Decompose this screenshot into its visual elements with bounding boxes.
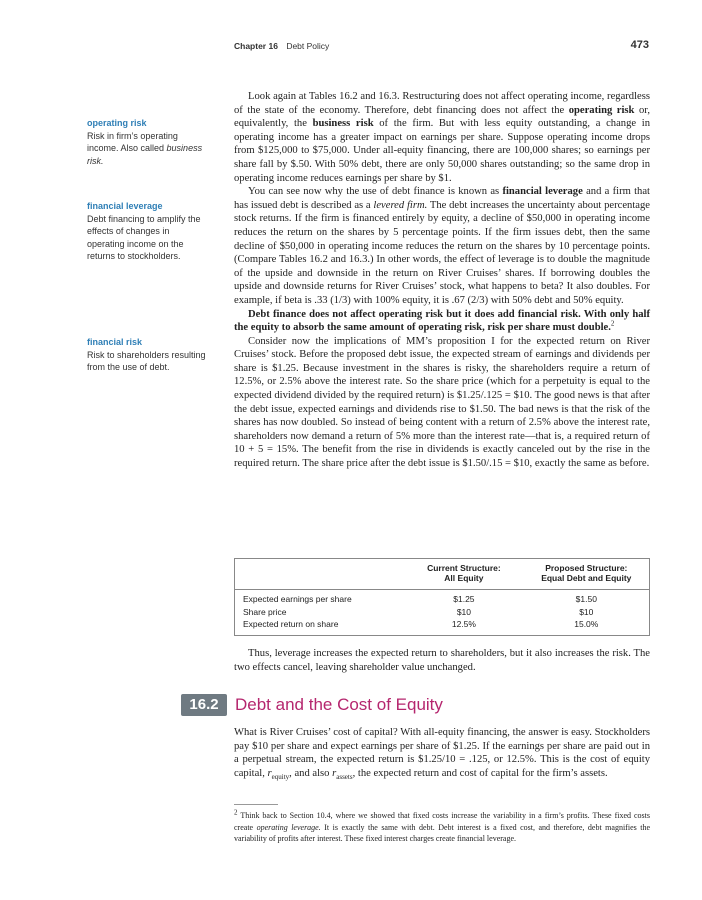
table-header-row — [235, 563, 649, 589]
header-line: All Equity — [444, 573, 484, 583]
running-header — [234, 41, 649, 55]
math-symbol: r — [267, 767, 272, 779]
chapter-label: Chapter 16 — [234, 41, 278, 51]
chapter-title: Debt Policy — [286, 41, 330, 51]
section-title: Debt and the Cost of Equity — [235, 695, 443, 714]
text-run: or, equivalently, the — [234, 104, 651, 130]
header-line: Proposed Structure: — [545, 563, 628, 573]
math-symbol: r — [332, 767, 337, 779]
key-term: business risk — [312, 118, 374, 130]
comparison-table — [234, 558, 650, 636]
body-text — [234, 90, 650, 471]
header-line: Equal Debt and Equity — [541, 573, 632, 583]
text-run: You can see now why the use of debt finance is known as — [248, 186, 503, 198]
emphasis-text: Debt finance does not affect operating risk but it does add financial risk. With only half the equity to absorb the same amount of operating risk, risk per share must double. — [234, 308, 650, 334]
margin-note-financial-leverage — [87, 200, 209, 263]
margin-definition: Debt financing to amplify the effects of changes in operating income on the returns to stockholders. — [87, 213, 201, 261]
text-run: and a firm that has issued debt is described as a — [234, 186, 650, 211]
body-text-after-table — [234, 647, 650, 674]
text-run: What is River Cruises’ cost of capital? With all-equity financing, the answer is easy. Stockholders pay $10 per share and expect earnings per share of $1.25. If the earnings per share are paid out in a perpetual stream, the expected return is $1.25/10 = .125, or 12.5%. This is the cost of equity capital, — [234, 727, 650, 779]
margin-term: operating risk — [87, 118, 147, 128]
section-body-text — [234, 726, 650, 780]
row-label: Expected earnings per share — [243, 594, 352, 605]
text-run: , and also — [289, 767, 333, 779]
header-current — [404, 563, 523, 589]
page-number: 473 — [630, 39, 649, 51]
cell-current: $10 — [456, 606, 471, 617]
text-run: Think back to Section 10.4, where we showed that fixed costs increase the variability in a firm’s profits. These fixed costs create — [234, 811, 650, 832]
math-subscript: assets — [336, 772, 353, 781]
paragraph — [234, 308, 650, 335]
table-body — [235, 590, 649, 635]
math-subscript: equity — [271, 772, 290, 781]
table-box — [234, 558, 650, 636]
cell-proposed: $10 — [579, 606, 594, 617]
table-row — [235, 618, 649, 631]
italic-term: operating leverage. — [256, 822, 321, 832]
paragraph — [234, 90, 650, 185]
footnote — [234, 810, 650, 845]
footnote-rule — [234, 804, 278, 805]
row-label: Share price — [243, 606, 287, 617]
footnote-ref: 2 — [610, 319, 615, 328]
row-label: Expected return on share — [243, 619, 339, 630]
cell-current: $1.25 — [453, 594, 475, 605]
text-run: of the firm. But with less equity outstanding, a change in operating income has a greater impact on earnings per share. Suppose operating income drops from $125,000 to $75,000. Under all-equity financing, there are 100,000 shares; so earnings per share fall by $.50. With 50% debt, there are only 50,000 shares outstanding; so the same drop in operating income reduces earnings per share by $1. — [234, 118, 650, 184]
cell-proposed: 15.0% — [574, 619, 599, 630]
header-line: Current Structure: — [427, 563, 501, 573]
margin-definition-italic: business risk. — [87, 143, 203, 166]
key-term: financial leverage — [502, 186, 583, 198]
margin-definition: Risk to shareholders resulting from the use of debt. — [87, 349, 206, 372]
paragraph — [234, 726, 650, 780]
cell-current: 12.5% — [451, 619, 476, 630]
footnote-number: 2 — [234, 808, 238, 817]
paragraph — [234, 185, 650, 307]
margin-term: financial leverage — [87, 201, 163, 211]
text-run: , the expected return and cost of capital for the firm’s assets. — [352, 767, 608, 779]
italic-term: levered firm. — [373, 199, 428, 211]
header-spacer — [235, 563, 404, 589]
table-row — [235, 593, 649, 606]
table-row — [235, 606, 649, 619]
section-number-badge: 16.2 — [181, 694, 227, 716]
cell-proposed: $1.50 — [575, 594, 597, 605]
key-term: operating risk — [568, 104, 635, 116]
margin-note-financial-risk — [87, 336, 209, 374]
text-run: Look again at Tables 16.2 and 16.3. Restructuring does not affect operating income, regardless of the state of the economy. Therefore, debt financing does not affect the — [234, 91, 650, 116]
paragraph: Thus, leverage increases the expected return to shareholders, but it also increases the risk. The two effects cancel, leaving shareholder value unchanged. — [234, 648, 650, 673]
text-run: It is exactly the same with debt. Debt interest is a fixed cost, and therefore, debt magnifies the variability of profits after interest. These fixed interest charges create financial leverage. — [234, 822, 650, 843]
margin-note-operating-risk — [87, 117, 209, 167]
text-run: The debt increases the uncertainty about percentage stock returns. If the firm is financed entirely by equity, a decline of $50,000 in operating income reduces the return on the shares by 5 percentage points. If the firm issues debt, then the same decline of $50,000 in operating income reduces the return on the shares by 10 percentage points. (Compare Tables 16.2 and 16.3.) In other words, the effect of leverage is to double the magnitude of the upside and downside in the return on River Cruises’ shares. If borrowing doubles the upside and downside returns for River Cruises’ stock, what happens to beta? It also doubles. For example, if beta is .33 (1/3) with 100% equity, it is .67 (2/3) with 50% debt and 50% equity. — [234, 199, 650, 306]
paragraph: Consider now the implications of MM’s proposition I for the expected return on River Cruises’ stock. Before the proposed debt issue, the expected stream of earnings and dividends per share is $1.25. Because investment in the shares is risky, the shareholders require a return of 12.5%, or 2.5% above the interest rate. So the share price (which for a perpetuity is equal to the expected dividend divided by the required return) is $1.25/.125 = $10. The good news is that after the debt issue, expected earnings and dividends rise to $1.50. The bad news is that the risk of the shares has now doubled. So instead of being content with a return of 2.5% above the interest rate, shareholders now demand a return of 5% more than the interest rate—that is, a required return of 10 + 5 = 15%. The benefit from the rise in dividends is exactly canceled out by the rise in the required return. The share price after the debt issue is $1.50/.15 = $10, exactly the same as before. — [234, 335, 650, 470]
margin-term: financial risk — [87, 337, 143, 347]
margin-definition: Risk in firm’s operating income. Also called — [87, 130, 178, 153]
header-proposed — [524, 563, 649, 589]
